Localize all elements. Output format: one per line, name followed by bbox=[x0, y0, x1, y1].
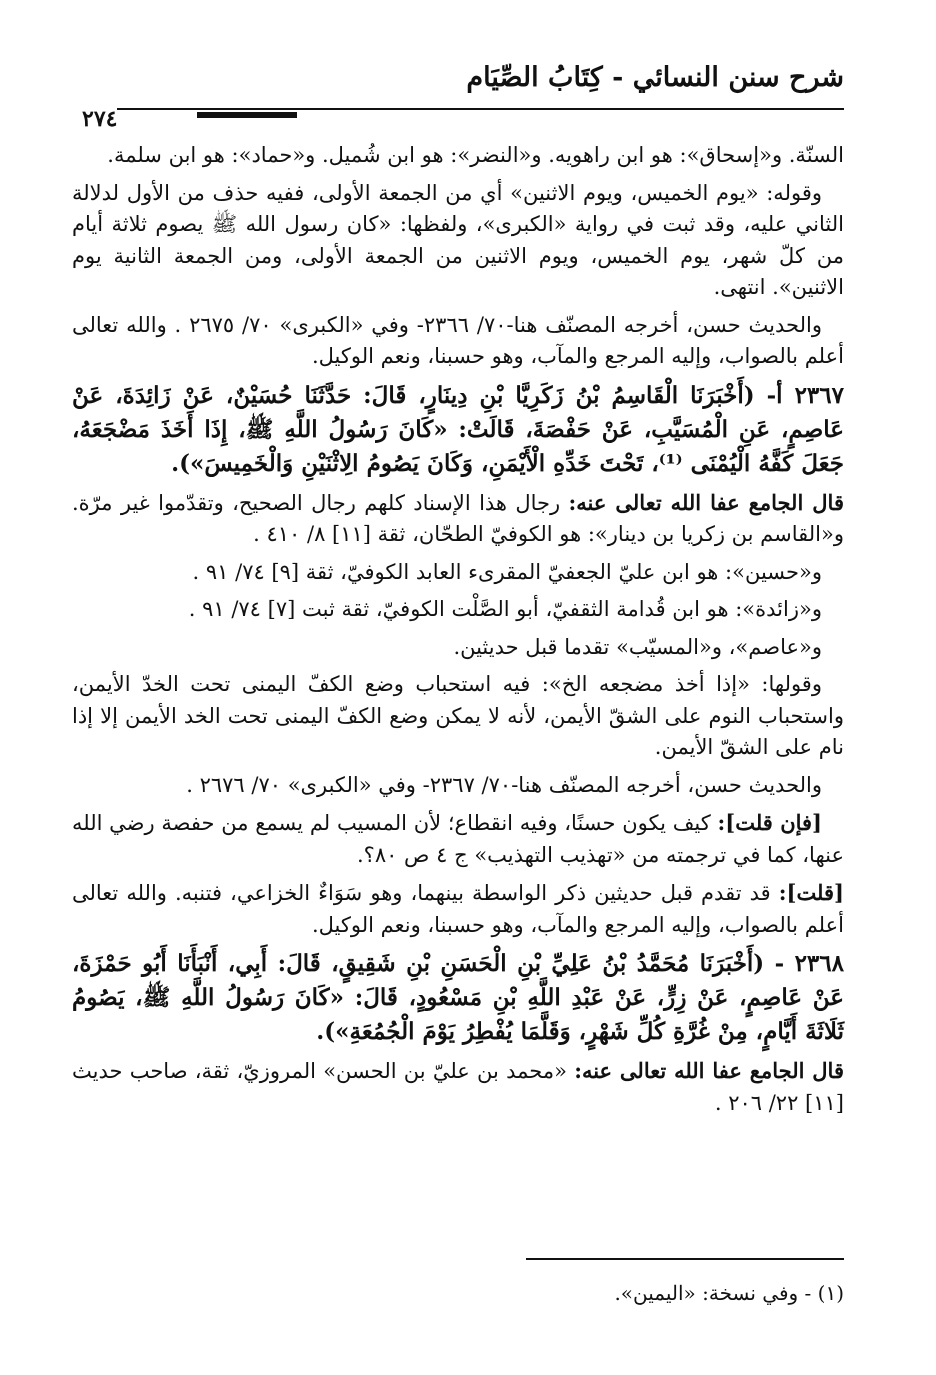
paragraph-narrators-intro: السنّة. و«إسحاق»: هو ابن راهويه. و«النضر»: هو ابن شُميل. و«حماد»: هو ابن سلمة. bbox=[107, 143, 844, 167]
footnote: (١) - وفي نسخة: «اليمين». bbox=[614, 1281, 844, 1305]
running-title: شرح سنن النسائي - كِتَابُ الصِّيَام bbox=[466, 62, 844, 93]
question-text: كيف يكون حسنًا، وفيه انقطاع؛ لأن المسيب لم يسمع من حفصة رضي الله عنها، كما في ترجمته من «تهذيب التهذيب» ج ٤ ص ٨٠؟. bbox=[72, 811, 844, 867]
paragraph-takhrij-2367: والحديث حسن، أخرجه المصنّف هنا-٧٠/ ٢٣٦٧- وفي «الكبرى» ٧٠/ ٢٦٧٦ . bbox=[186, 772, 822, 797]
narrator-asim-musayyab: و«عاصم»، و«المسيّب» تقدما قبل حديثين. bbox=[453, 634, 822, 659]
commentary-2368 bbox=[72, 1055, 844, 1119]
narrator-zaida: و«زائدة»: هو ابن قُدامة الثقفيّ، أبو الصَّلْت الكوفيّ، ثقة ثبت [٧] ٧٤/ ٩١ . bbox=[188, 597, 822, 621]
answer-label: [قلت]: bbox=[778, 880, 844, 905]
commentary-lead: قال الجامع عفا الله تعالى عنه: bbox=[568, 489, 844, 515]
narrator-husayn: و«حسين»: هو ابن عليّ الجعفيّ المقرىء العابد الكوفيّ، ثقة [٩] ٧٤/ ٩١ . bbox=[192, 559, 822, 584]
answer-text: قد تقدم قبل حديثين ذكر الواسطة بينهما، وهو سَوَاءٌ الخزاعي، فتنبه. والله تعالى أعلم بالصواب، وإليه المرجع والمآب، وهو حسبنا، ونعم الوكيل. bbox=[72, 881, 844, 937]
hadith-2367: ٢٣٦٧ أ- (أَخْبَرَنَا الْقَاسِمُ بْنُ زَكَرِيَّا بْنِ دِينَارٍ، قَالَ: حَدَّثَنَا حُسَيْنٌ، عَنْ زَائِدَةَ، عَنْ عَاصِمٍ، عَنِ الْمُسَيَّبِ، عَنْ حَفْصَةَ، قَالَتْ: «كَانَ رَسُولُ اللَّهِ ﷺ، إِذَا أَخَذَ مَضْجَعَهُ، جَعَلَ كَفَّهُ الْيُمْنَى ⁽¹⁾، تَحْتَ خَدِّهِ الْأَيْمَنِ، وَكَانَ يَصُومُ الِاثْنَيْنِ وَالْخَمِيسَ»). bbox=[72, 381, 844, 477]
commentary-lead-2368: قال الجامع عفا الله تعالى عنه: bbox=[574, 1058, 844, 1083]
hadith-2368: ٢٣٦٨ - (أَخْبَرَنَا مُحَمَّدُ بْنُ عَلِيِّ بْنِ الْحَسَنِ بْنِ شَقِيقٍ، قَالَ: أَبِي، أَنْبَأَنَا أَبُو حَمْزَةَ، عَنْ عَاصِمٍ، عَنْ زِرٍّ، عَنْ عَبْدِ اللَّهِ بْنِ مَسْعُودٍ، قَالَ: «كَانَ رَسُولُ اللَّهِ ﷺ، يَصُومُ ثَلَاثَةَ أَيَّامٍ، مِنْ غُرَّةِ كُلِّ شَهْرٍ، وَقَلَّمَا يُفْطِرُ يَوْمَ الْجُمُعَةِ»). bbox=[72, 950, 844, 1045]
question-label: [فإن قلت]: bbox=[717, 810, 822, 835]
commentary-2367 bbox=[72, 487, 844, 551]
header-rule bbox=[72, 108, 844, 110]
commentary-text: رجال هذا الإسناد كلهم رجال الصحيح، وتقدّموا غير مرّة. و«القاسم بن زكريا بن دينار»: هو الكوفيّ الطحّان، ثقة [١١] ٨/ ٤١٠ . bbox=[72, 490, 844, 546]
page-header bbox=[72, 62, 844, 132]
page-number-bar bbox=[197, 112, 297, 118]
paragraph-takhrij-2366: والحديث حسن، أخرجه المصنّف هنا-٧٠/ ٢٣٦٦- وفي «الكبرى» ٧٠/ ٢٦٧٥ . والله تعالى أعلم بالصواب، وإليه المرجع والمآب، وهو حسبنا، ونعم الوكيل. bbox=[72, 312, 844, 368]
question-paragraph bbox=[72, 807, 844, 871]
answer-paragraph bbox=[72, 877, 844, 941]
paragraph-explanation-days: وقوله: «يوم الخميس، ويوم الاثنين» أي من الجمعة الأولى، ففيه حذف من الأول لدلالة الثاني عليه، وقد ثبت في رواية «الكبرى»، ولفظها: «كان رسول الله ﷺ يصوم ثلاثة أيام من كلّ شهر، يوم الخميس، ويوم الاثنين من الجمعة الأولى، ومن الجمعة الثانية يوم الاثنين». انتهى. bbox=[72, 180, 844, 299]
footnote-rule bbox=[526, 1258, 844, 1260]
paragraph-sleeping-explanation: وقولها: «إذا أخذ مضجعه الخ»: فيه استحباب وضع الكفّ اليمنى تحت الخدّ الأيمن، واستحباب النوم على الشقّ الأيمن، لأنه لا يمكن وضع الكفّ اليمنى تحت الخد الأيمن إلا إذا نام على الشقّ الأيمن. bbox=[72, 672, 844, 759]
page-body bbox=[72, 140, 844, 1125]
page-number: ٢٧٤ bbox=[72, 106, 117, 132]
commentary-text-2368: «محمد بن عليّ بن الحسن» المروزيّ، ثقة، صاحب حديث [١١] ٢٢/ ٢٠٦ . bbox=[72, 1059, 844, 1115]
